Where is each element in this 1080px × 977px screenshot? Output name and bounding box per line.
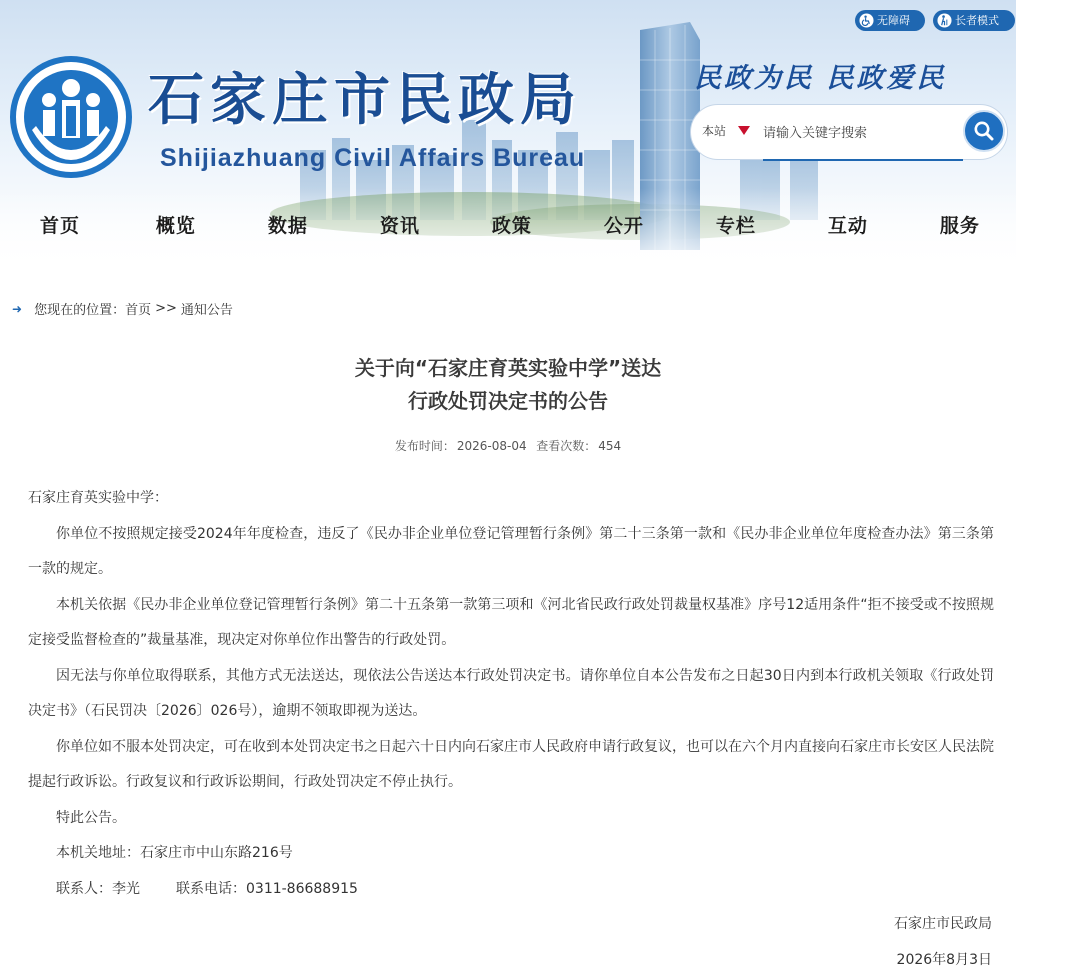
elder-mode-label: 长者模式 (955, 14, 999, 27)
nav-item-interaction[interactable]: 互动 (827, 215, 868, 237)
nav-item-column[interactable]: 专栏 (715, 215, 756, 237)
article-title-line-2: 行政处罚决定书的公告 (408, 389, 608, 413)
nav-item-policy[interactable]: 政策 (491, 215, 532, 237)
nav-item-home[interactable]: 首页 (39, 215, 80, 237)
publish-date: 2026-08-04 (456, 439, 527, 453)
breadcrumb-home-link[interactable]: 首页 (125, 303, 152, 318)
nav-item-news[interactable]: 资讯 (379, 215, 420, 237)
paragraph: 因无法与你单位取得联系，其他方式无法送达，现依法公告送达本行政处罚决定书。请你单位自本公告发布之日起30日内到本行政机关领取《行政处罚决定书》（石民罚决〔2026〕026号），逾期不领取即视为送达。 (28, 667, 994, 719)
signature-date: 2026年8月3日 (896, 952, 992, 968)
breadcrumb-current-link[interactable]: 通知公告 (180, 303, 233, 318)
search-button[interactable] (963, 110, 1005, 152)
nav-item-disclosure[interactable]: 公开 (603, 215, 644, 237)
main-nav (0, 200, 1016, 252)
paragraph: 特此公告。 (56, 809, 126, 826)
paragraph: 你单位不按照规定接受2024年年度检查，违反了《民办非企业单位登记管理暂行条例》第二十三条第一款和《民办非企业单位年度检查办法》第三条第一款的规定。 (28, 525, 994, 577)
search-input[interactable] (763, 119, 953, 147)
paragraph: 本机关依据《民办非企业单位登记管理暂行条例》第二十五条第一款第三项和《河北省民政行政处罚裁量权基准》序号12适用条件“拒不接受或不按照规定接受监督检查的”裁量基准，现决定对你单位作出警告的行政处罚。 (28, 596, 994, 648)
nav-item-data[interactable]: 数据 (267, 215, 308, 237)
nav-item-service[interactable]: 服务 (939, 215, 980, 237)
scope-dropdown-icon[interactable] (738, 126, 750, 135)
article-body (28, 481, 994, 907)
address-line: 本机关地址：石家庄市中山东路216号 (56, 845, 293, 861)
views-label: 查看次数： (536, 439, 597, 453)
contact-phone: 联系电话：0311-86688915 (176, 880, 358, 897)
site-title: 石家庄市民政局 (148, 67, 582, 133)
site-slogan: 民政为民 民政爱民 (694, 63, 947, 94)
article-title-line-1: 关于向“石家庄育英实验中学”送达 (354, 356, 662, 380)
site-title-english: Shijiazhuang Civil Affairs Bureau (160, 144, 586, 172)
wheelchair-icon (859, 13, 874, 28)
arrow-right-icon: ➜ (12, 301, 23, 316)
contact-line (28, 872, 994, 908)
header-banner (0, 0, 1016, 272)
search-scope-label[interactable]: 本站 (702, 124, 727, 138)
breadcrumb-separator: >> (155, 301, 177, 316)
search-underline (763, 159, 963, 161)
views-count: 454 (598, 439, 622, 453)
paragraph: 你单位如不服本处罚决定，可在收到本处罚决定书之日起六十日内向石家庄市人民政府申请行政复议，也可以在六个月内直接向石家庄市长安区人民法院提起行政诉讼。行政复议和行政诉讼期间，行政处罚决定不停止执行。 (28, 738, 994, 790)
publish-label: 发布时间： (394, 439, 455, 453)
elder-icon (937, 13, 952, 28)
breadcrumb (12, 299, 233, 318)
contact-person: 联系人：李光 (56, 880, 140, 897)
breadcrumb-prefix: 您现在的位置： (34, 303, 126, 318)
salutation: 石家庄育英实验中学： (28, 490, 168, 506)
elder-mode-button[interactable] (933, 10, 1015, 31)
accessibility-label: 无障碍 (877, 14, 910, 27)
article-meta (0, 437, 1016, 454)
nav-item-overview[interactable]: 概览 (155, 215, 196, 237)
article-title (0, 352, 1016, 418)
search-icon (973, 120, 995, 142)
search-box (690, 104, 1008, 160)
bureau-logo-icon (10, 56, 132, 178)
accessibility-button[interactable] (855, 10, 925, 31)
signature-org: 石家庄市民政局 (894, 916, 992, 932)
